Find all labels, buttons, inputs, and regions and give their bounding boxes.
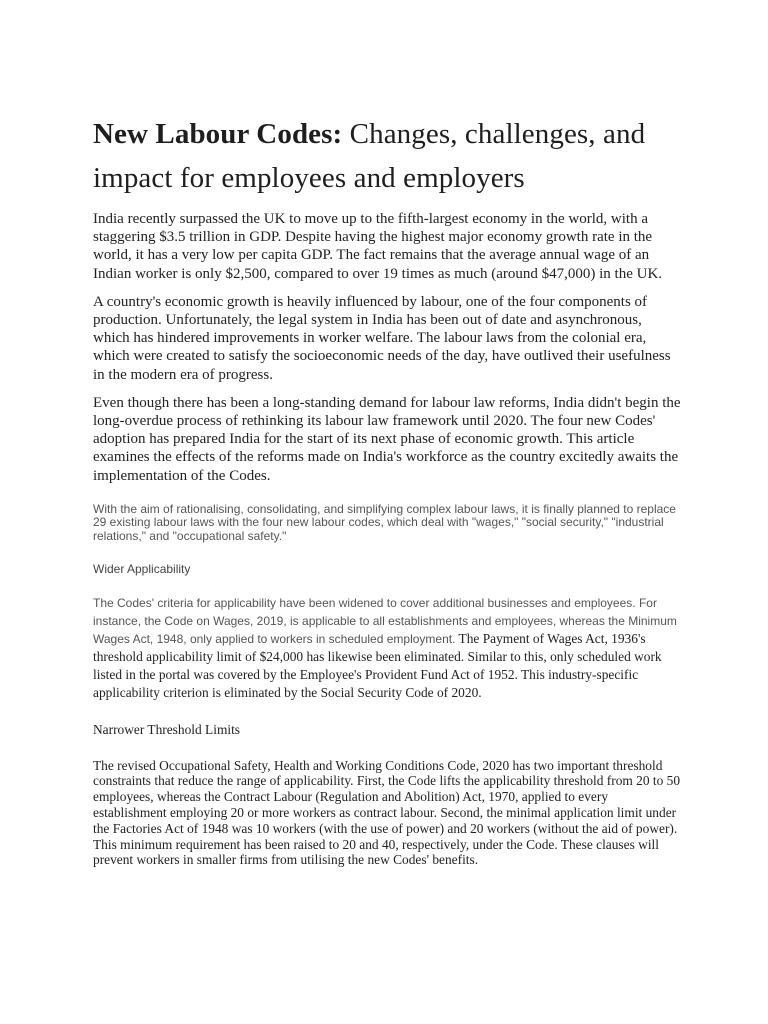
article [93, 112, 681, 868]
article-title [93, 112, 681, 200]
intro-paragraph-3: Even though there has been a long-standing demand for labour law reforms, India didn't begin the long-overdue process of rethinking its labour law framework until 2020. The four new Codes' adoption has prepared India for the start of its next phase of economic growth. This article examines the effects of the reforms made on India's workforce as the country excitedly awaits the implementation of the Codes. [93, 394, 681, 484]
wider-applicability-serif-text: The Payment of Wages Act, 1936's threshold applicability limit of $24,000 has likewise been eliminated. Similar to this, only scheduled work listed in the portal was covered by the Employee's Provident Fund Act of 1952. This industry-specific applicability criterion is eliminated by the Social Security Code of 2020. [93, 630, 662, 700]
narrower-threshold-paragraph: The revised Occupational Safety, Health and Working Conditions Code, 2020 has two important threshold constraints that reduce the range of applicability. First, the Code lifts the applicability threshold from 20 to 50 employees, whereas the Contract Labour (Regulation and Abolition) Act, 1970, applied to every establishment employing 20 or more workers as contract labour. Second, the minimal application limit under the Factories Act of 1948 was 10 workers (with the use of power) and 20 workers (without the aid of power). This minimum requirement has been raised to 20 and 40, respectively, under the Code. These clauses will prevent workers in smaller firms from utilising the new Codes' benefits. [93, 757, 681, 868]
intro-paragraph-1: India recently surpassed the UK to move up to the fifth-largest economy in the world, with a staggering $3.5 trillion in GDP. Despite having the highest major economy growth rate in the world, it has a very low per capita GDP. The fact remains that the average annual wage of an Indian worker is only $2,500, compared to over 19 times as much (around $47,000) in the UK. [93, 211, 663, 282]
wider-applicability-sans-text: The Codes' criteria for applicability have been widened to cover additional businesses and employees. For instance, the Code on Wages, 2019, is applicable to all establishments and employees, whereas the Minimum Wages Act, 1948, only applied to workers in scheduled employment. [93, 595, 677, 646]
section-heading-wider-applicability: Wider Applicability [93, 561, 191, 576]
section-heading-narrower-threshold: Narrower Threshold Limits [93, 721, 241, 737]
aim-paragraph: With the aim of rationalising, consolidating, and simplifying complex labour laws, it is finally planned to replace 29 existing labour laws with the four new labour codes, which deal with "wages," "social security," "industrial relations," and "occupational safety." [93, 501, 676, 544]
title-bold-part: New Labour Codes: [93, 118, 343, 150]
title-rest: Changes, challenges, and impact for employees and employers [93, 118, 646, 194]
intro-paragraph-2: A country's economic growth is heavily influenced by labour, one of the four components of production. Unfortunately, the legal system in India has been out of date and asynchronous, which has hindered improvements in worker welfare. The labour laws from the colonial era, which were created to satisfy the socioeconomic needs of the day, have outlived their usefulness in the modern era of progress. [93, 293, 671, 383]
wider-applicability-paragraph [93, 594, 681, 702]
